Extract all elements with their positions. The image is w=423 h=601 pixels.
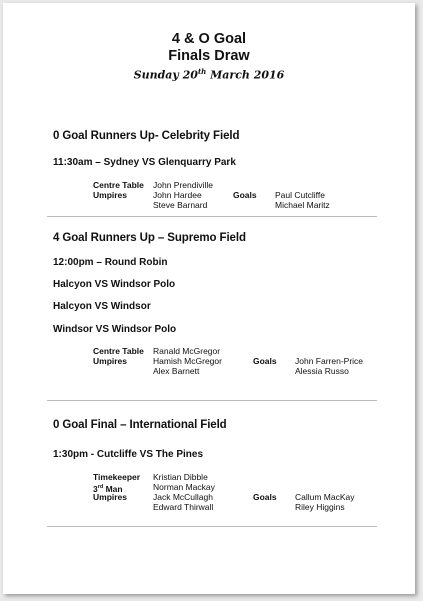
section-divider xyxy=(47,216,377,217)
section-2-heading: 4 Goal Runners Up – Supremo Field xyxy=(53,232,246,244)
goal-judge-name: Alessia Russo xyxy=(295,366,349,376)
goals-label: Goals xyxy=(253,356,277,366)
section-divider xyxy=(47,400,377,401)
umpires-label: Umpires xyxy=(93,190,128,200)
section-3-heading: 0 Goal Final – International Field xyxy=(53,419,227,431)
timekeeper-name: Kristian Dibble xyxy=(153,472,208,482)
centre-table-name: Ranald McGregor xyxy=(153,346,221,356)
goals-label: Goals xyxy=(233,190,257,200)
umpire-name: Alex Barnett xyxy=(153,366,200,376)
section-1-game-1: 11:30am – Sydney VS Glenquarry Park xyxy=(53,157,236,168)
umpires-label: Umpires xyxy=(93,356,128,366)
document-page xyxy=(3,3,415,594)
goal-judge-name: Riley Higgins xyxy=(295,502,345,512)
section-3-game-1: 1:30pm - Cutcliffe VS The Pines xyxy=(53,449,204,460)
third-man-name: Norman Mackay xyxy=(153,482,215,492)
section-2-game-1: 12:00pm – Round Robin xyxy=(53,257,168,268)
umpire-name: Jack McCullagh xyxy=(153,492,213,502)
section-2-game-3: Halcyon VS Windsor xyxy=(53,301,151,312)
title-line-2: Finals Draw xyxy=(168,48,250,64)
third-man-label-text: Man xyxy=(103,483,123,494)
section-1-heading: 0 Goal Runners Up- Celebrity Field xyxy=(53,130,240,142)
third-man-label-number: 3 xyxy=(93,483,98,494)
goal-judge-name: Michael Maritz xyxy=(275,200,330,210)
umpire-name: John Hardee xyxy=(153,190,202,200)
goal-judge-name: Callum MacKay xyxy=(295,492,355,502)
section-2-game-4: Windsor VS Windsor Polo xyxy=(53,324,177,335)
umpire-name: Hamish McGregor xyxy=(153,356,222,366)
event-date xyxy=(3,67,415,82)
date-prefix: Sunday 20 xyxy=(133,68,198,82)
timekeeper-label: Timekeeper xyxy=(93,472,141,482)
goal-judge-name: Paul Cutcliffe xyxy=(275,190,325,200)
centre-table-name: John Prendiville xyxy=(153,180,214,190)
goals-label: Goals xyxy=(253,492,277,502)
centre-table-label: Centre Table xyxy=(93,346,144,356)
umpires-label: Umpires xyxy=(93,492,128,502)
umpire-name: Edward Thirwall xyxy=(153,502,214,512)
section-divider xyxy=(47,526,377,527)
umpire-name: Steve Barnard xyxy=(153,200,208,210)
date-suffix: th xyxy=(197,67,207,76)
date-rest: March 2016 xyxy=(206,68,285,82)
title-line-1: 4 & O Goal xyxy=(171,31,247,47)
centre-table-label: Centre Table xyxy=(93,180,144,190)
third-man-label-ordinal: rd xyxy=(97,484,104,490)
section-2-game-2: Halcyon VS Windsor Polo xyxy=(53,279,176,290)
goal-judge-name: John Farren-Price xyxy=(295,356,364,366)
